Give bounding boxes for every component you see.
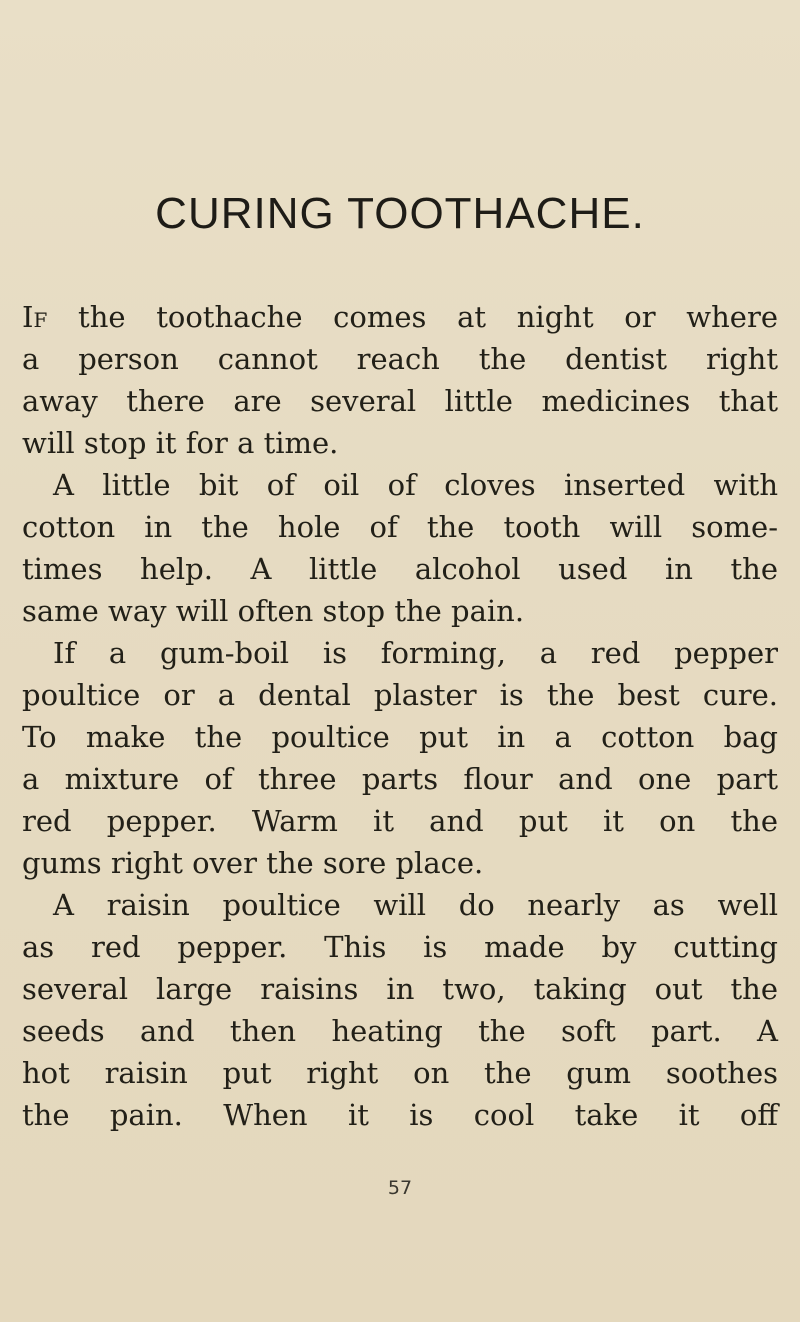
text-line: seeds and then heating the soft part. A [22,1014,778,1048]
opening-word: If [22,300,48,334]
text-line-rest: the toothache comes at night or where [47,300,778,334]
text-line: cotton in the hole of the tooth will some- [22,510,778,544]
chapter-title: CURING TOOTHACHE. [155,189,645,238]
text-line: a person cannot reach the dentist right [22,342,778,376]
text-line: hot raisin put right on the gum soothes [22,1056,778,1090]
text-line: If a gum-boil is forming, a red pepper [53,636,778,670]
text-line: same way will often stop the pain. [22,594,525,628]
text-line: a mixture of three parts flour and one part [22,762,778,796]
text-line: A little bit of oil of cloves inserted with [53,468,778,502]
text-line [22,296,778,338]
text-line: gums right over the sore place. [22,846,484,880]
text-line: the pain. When it is cool take it off [22,1098,778,1132]
text-line: times help. A little alcohol used in the [22,552,778,586]
text-line: red pepper. Warm it and put it on the [22,804,778,838]
page-number: 57 [387,1177,413,1199]
text-line: away there are several little medicines that [22,384,778,418]
text-line: A raisin poultice will do nearly as well [53,888,778,922]
text-line: poultice or a dental plaster is the best cure. [22,678,778,712]
text-line: several large raisins in two, taking out the [22,972,778,1006]
text-line: will stop it for a time. [22,426,339,460]
text-line: as red pepper. This is made by cutting [22,930,778,964]
text-line: To make the poultice put in a cotton bag [22,720,778,754]
